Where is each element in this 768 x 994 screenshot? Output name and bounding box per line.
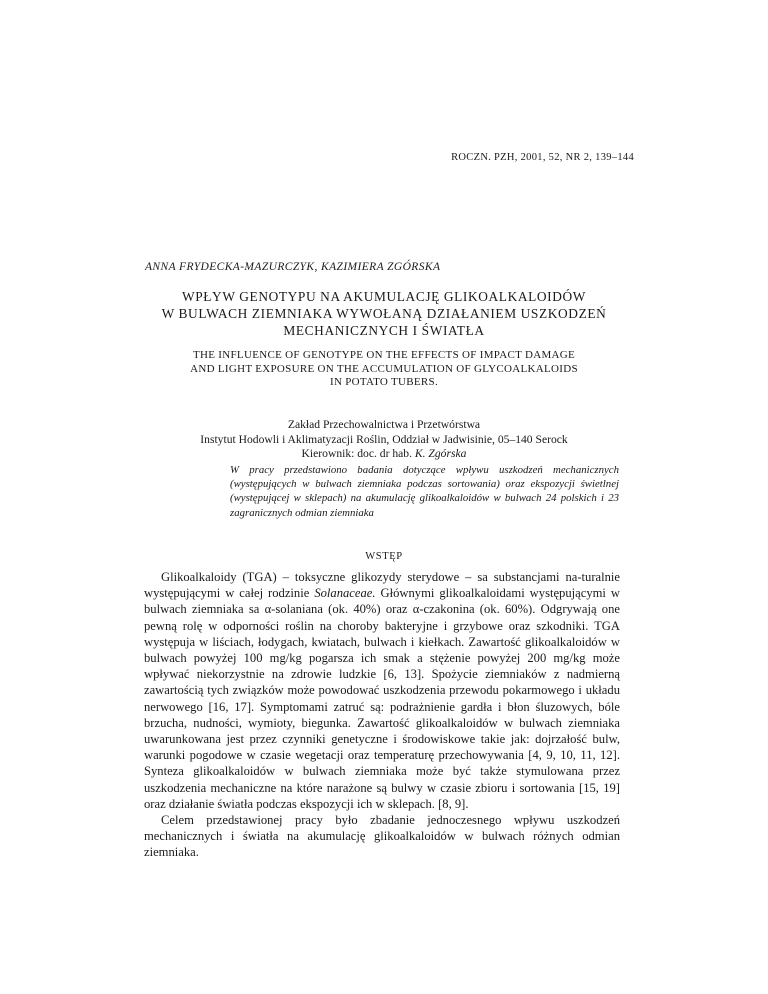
affiliation-institute: Instytut Hodowli i Aklimatyzacji Roślin, Oddział w Jadwisinie, 05–140 Serock xyxy=(200,432,568,446)
title-english-line: THE INFLUENCE OF GENOTYPE ON THE EFFECTS OF IMPACT DAMAGE xyxy=(192,349,576,361)
affiliation-head-label: Kierownik: doc. dr hab. xyxy=(301,447,412,460)
section-title: WSTĘP xyxy=(365,551,403,562)
taxon-name: Solanaceae. xyxy=(314,586,376,601)
paragraph xyxy=(144,569,620,812)
paragraph-text: Głównymi glikoalkaloidami występującymi w bulwach ziemniaka sa α-solaniana (ok. 40%) oraz α-czakonina (ok. 60%). Odgrywają one pewną rolę w odporności roślin na choroby bakteryjne i grzybowe oraz szkodniki. TGA występuja w liściach, łodygach, kwiatach, bulwach i kiełkach. Zawartość glikoalkaloidów w bulwach powyżej 100 mg/kg pogarsza ich smak a stężenie powyżej 200 mg/kg może wpływać niekorzystnie na zdrowie ludzkie [6, 13]. Spożycie ziemniaków z nadmierną zawartością tych związków może powodować uszkodzenia przewodu pokarmowego i układu nerwowego [16, 17]. Symptomami zatruć są: podrażnienie gardła i błon śluzowych, bóle brzucha, nudności, wymioty, biegunka. Zawartość glikoalkaloidów w bulwach ziemniaka uwarunkowana jest przez czynniki genetyczne i środowiskowe takie jak: dojrzałość bulw, warunki pogodowe w czasie wegetacji oraz temperaturę przechowywania [4, 9, 10, 11, 12]. Synteza glikoalkaloidów w bulwach ziemniaka może być także stymulowana przez uszkodzenia mechaniczne na które narażone są bulwy w czasie zbioru i sortowania [15, 19] oraz działanie światła podczas ekspozycji ich w sklepach. [8, 9]. xyxy=(144,586,620,811)
body-text xyxy=(144,569,620,861)
authors: ANNA FRYDECKA-MAZURCZYK, KAZIMIERA ZGÓRSKA xyxy=(145,261,441,273)
affiliation-department: Zakład Przechowalnictwa i Przetwórstwa xyxy=(287,418,481,431)
paragraph: Celem przedstawionej pracy było zbadanie jednoczesnego wpływu uszkodzeń mechanicznych i światła na akumulację glikoalkaloidów w bulwach różnych odmian ziemniaka. xyxy=(144,813,620,860)
journal-reference: ROCZN. PZH, 2001, 52, NR 2, 139–144 xyxy=(451,152,634,163)
title-english-line: IN POTATO TUBERS. xyxy=(329,376,439,388)
title-polish xyxy=(0,288,768,339)
paragraph-text: Glikoalkaloidy (TGA) – toksyczne glikozydy sterydowe – sa substancjami na-turalnie występującymi w całej rodzinie xyxy=(144,570,620,601)
affiliation xyxy=(0,418,768,462)
title-polish-line: W BULWACH ZIEMNIAKA WYWOŁANĄ DZIAŁANIEM USZKODZEŃ xyxy=(161,306,607,321)
title-english-line: AND LIGHT EXPOSURE ON THE ACCUMULATION OF GLYCOALKALOIDS xyxy=(190,362,578,375)
title-english xyxy=(0,349,768,390)
title-polish-line: WPŁYW GENOTYPU NA AKUMULACJĘ GLIKOALKALOIDÓW xyxy=(181,289,587,304)
abstract: W pracy przedstawiono badania dotyczące wpływu uszkodzeń mechanicznych (występujących w bulwach ziemniaka podczas sortowania) oraz ekspozycji świetlnej (występującej w sklepach) na akumulację glikoalkaloidów w bulwach 24 polskich i 23 zagranicznych odmian ziemniaka xyxy=(230,464,619,519)
affiliation-head-name: K. Zgórska xyxy=(414,447,467,460)
title-polish-line: MECHANICZNYCH I ŚWIATŁA xyxy=(283,323,485,338)
affiliation-head xyxy=(0,447,768,462)
